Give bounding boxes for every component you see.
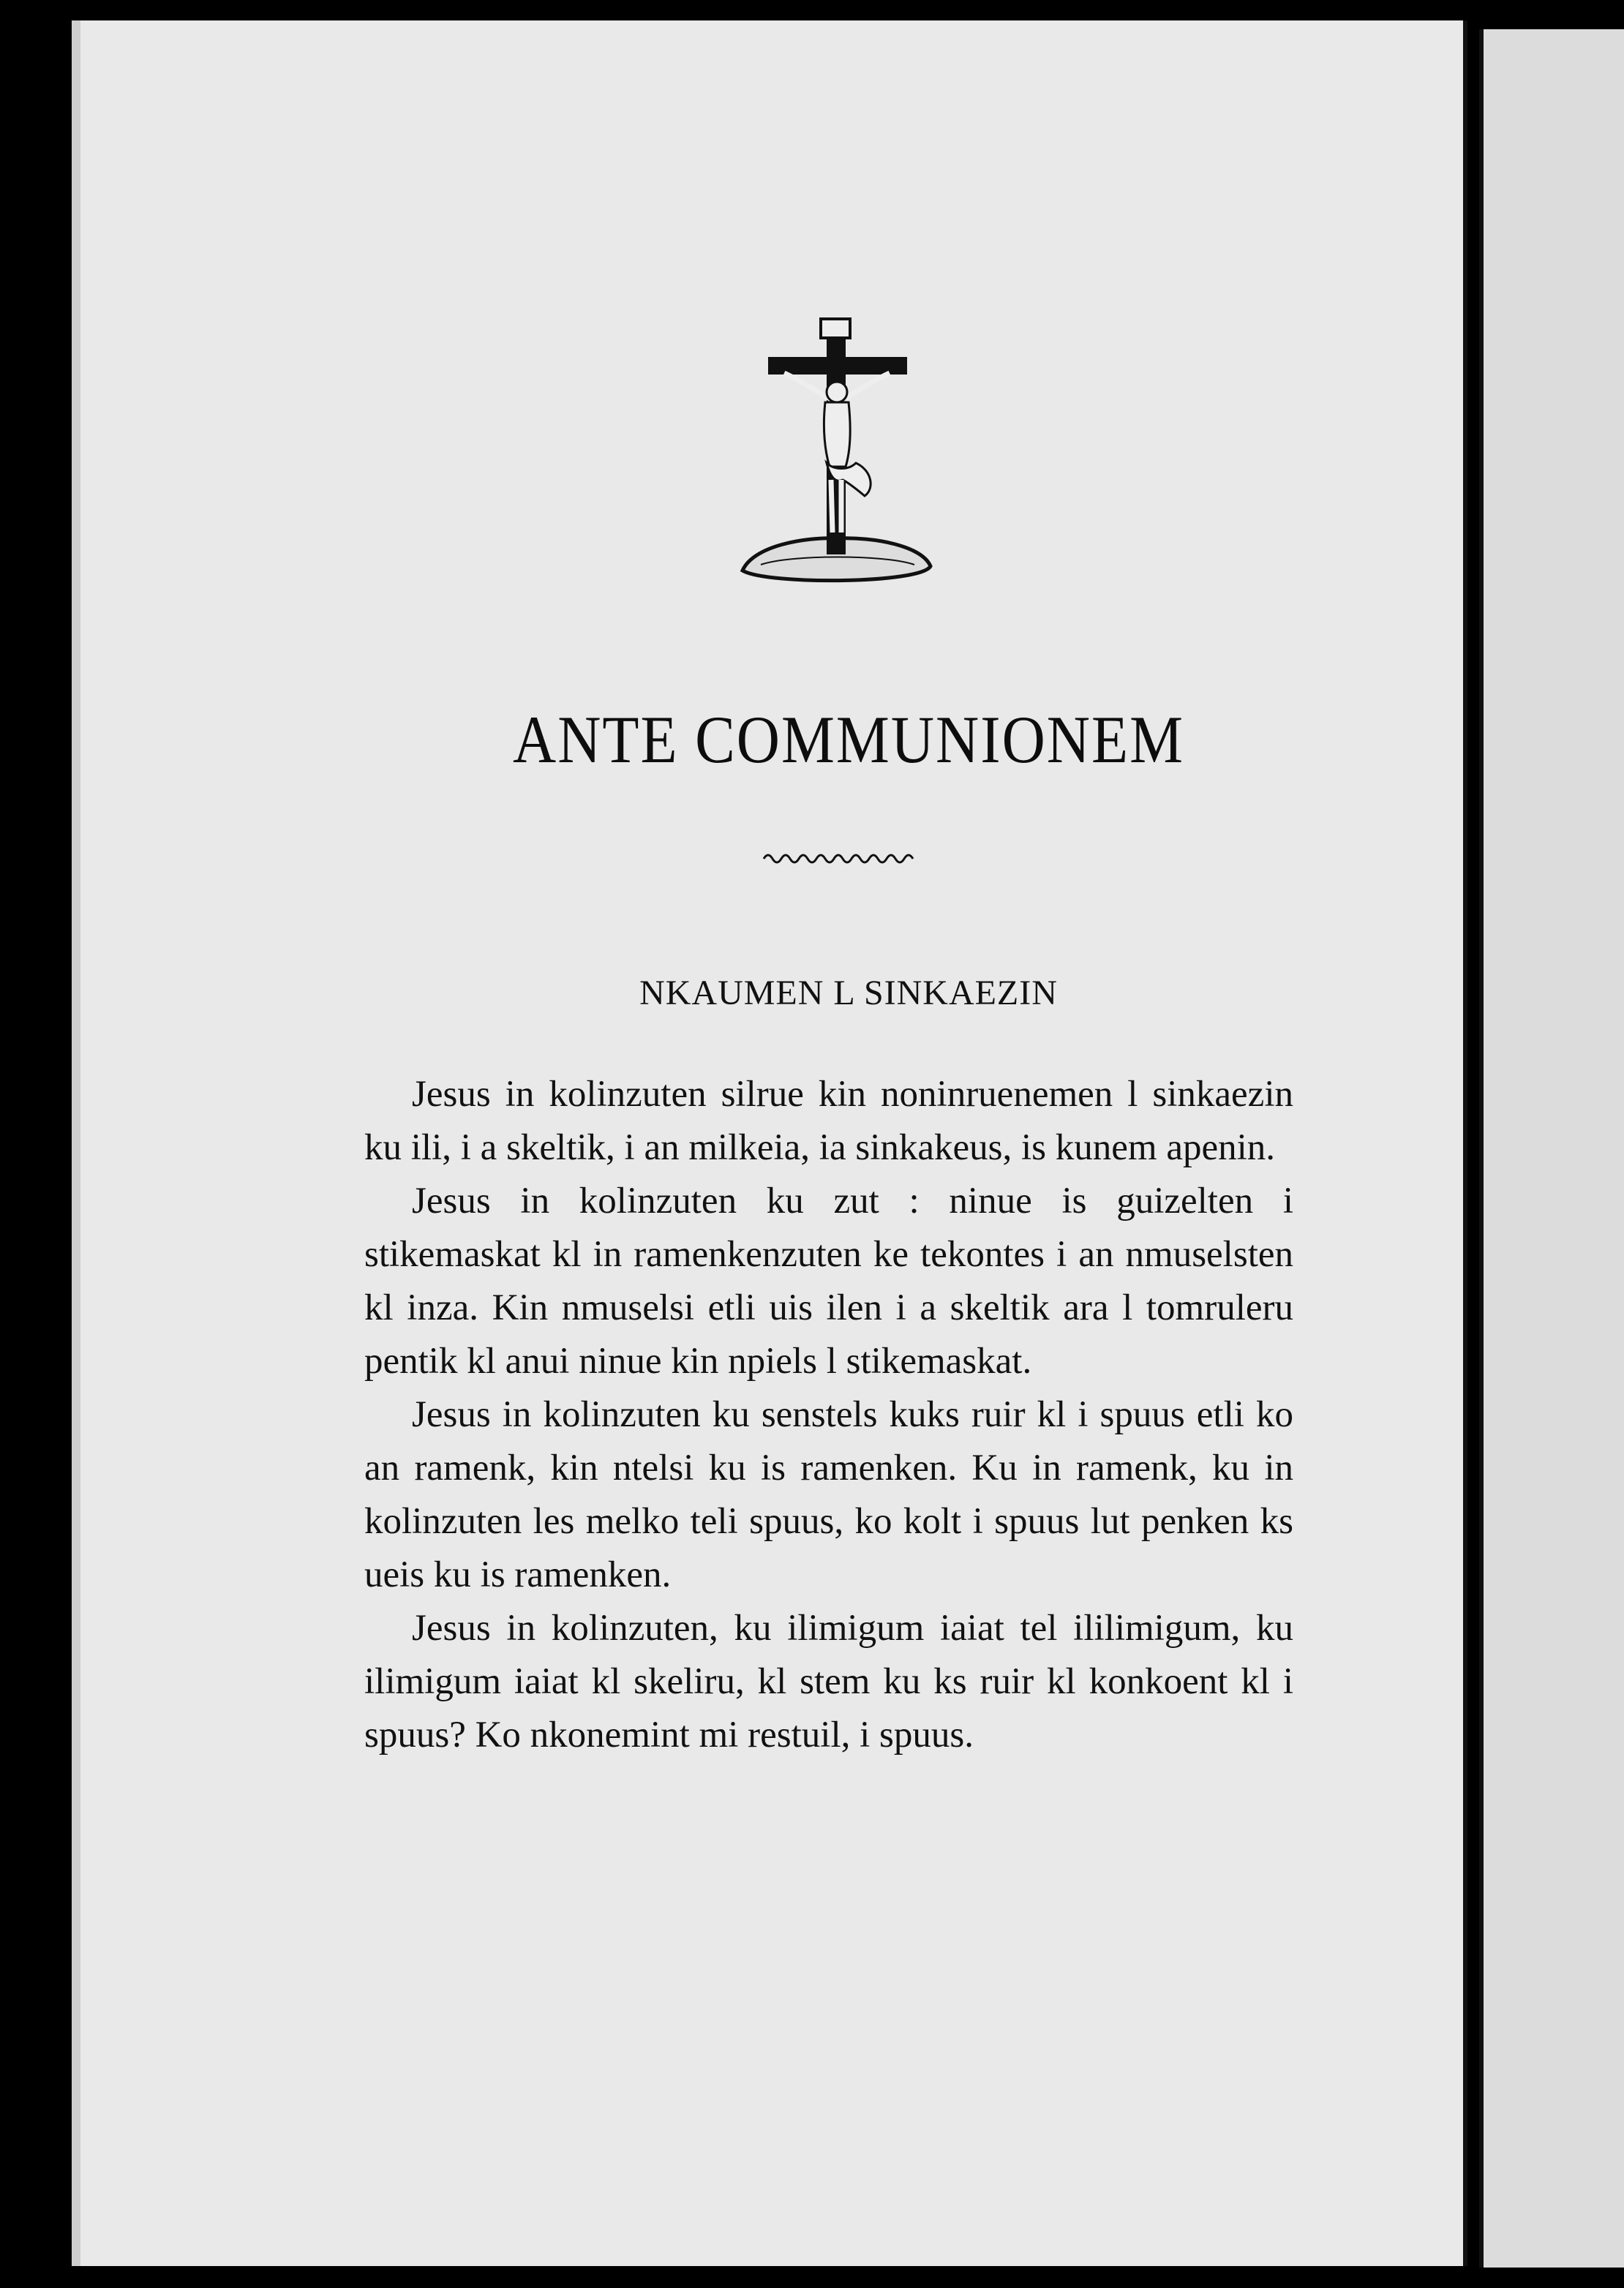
wavy-rule-icon [761, 848, 914, 865]
adjacent-page-edge [1479, 29, 1624, 2268]
paragraph: Jesus in kolinzuten ku senstels kuks ruir kl i spuus etli ko an ramenk, kin ntelsi ku is ramenken. Ku in ramenk, ku in kolinzuten les melko teli spuus, ko kolt i spuus lut penken ks ueis ku is ramenken. [364, 1394, 1293, 1595]
page-title: ANTE COMMUNIONEM [512, 702, 1185, 778]
page-edge [72, 20, 80, 2266]
section-heading: NKAUMEN L SINKAEZIN [639, 974, 1058, 1012]
paragraph: Jesus in kolinzuten, ku ilimigum iaiat tel ililimigum, ku ilimigum iaiat kl skeliru, kl stem ku ks ruir kl konkoent kl i spuus? Ko nkonemint mi restuil, i spuus. [364, 1608, 1293, 1755]
body-text [364, 1068, 1293, 1762]
paragraph: Jesus in kolinzuten silrue kin noninruenemen l sinkaezin ku ili, i a skeltik, i an milkeia, ia sinkakeus, is kunem apenin. [364, 1074, 1293, 1168]
crucifix-icon [739, 313, 936, 591]
paragraph: Jesus in kolinzuten ku zut : ninue is guizelten i stikemaskat kl in ramenkenzuten ke tekontes i an nmuselsten kl inza. Kin nmuselsi etli uis ilen i a skeltik ara l tomruleru pentik kl anui ninue kin npiels l stikemaskat. [364, 1181, 1293, 1382]
